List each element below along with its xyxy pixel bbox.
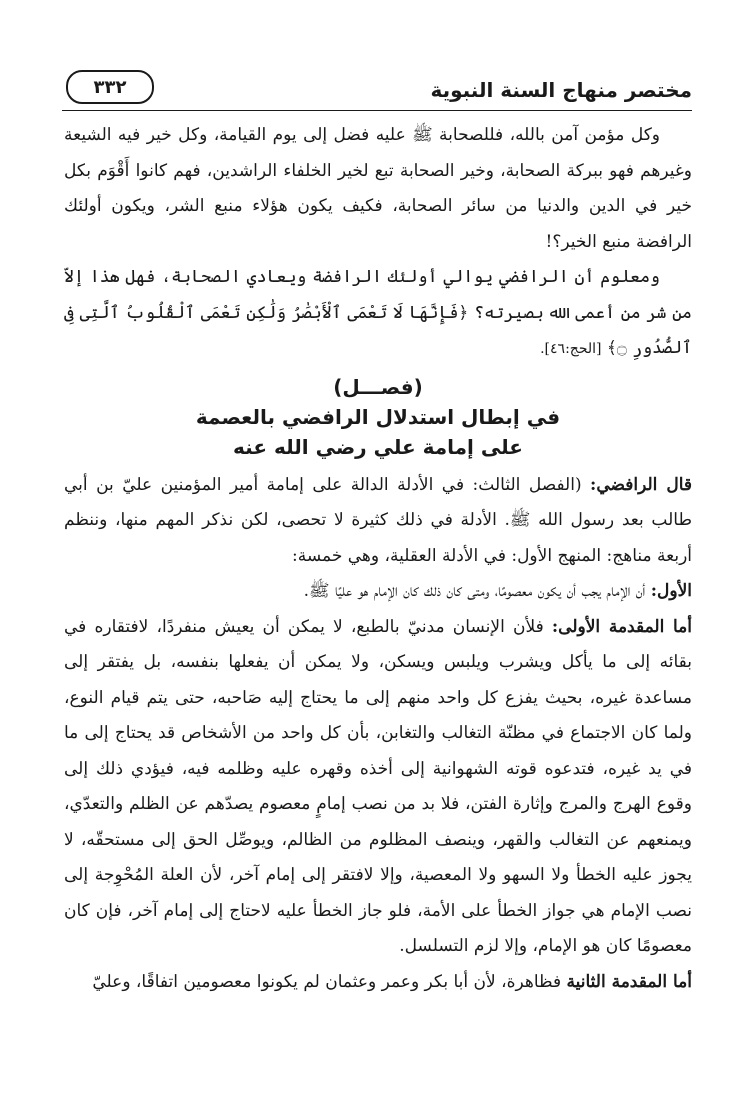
quran-verse: ﴿فَإِنَّهَا لَا تَعْمَى ٱلْأَبْصَٰرُ وَلَٰكِن تَعْمَى ٱلْقُلُوبُ ٱلَّتِى فِى ٱلصُّدُورِ ۝﴾	[64, 302, 692, 358]
paragraph	[64, 965, 692, 1001]
header-divider	[62, 110, 692, 111]
premise-label: أما المقدمة الثانية	[566, 971, 692, 992]
section-subtitle: على إمامة علي رضي الله عنه	[233, 434, 523, 459]
section-title: في إبطال استدلال الرافضي بالعصمة	[195, 404, 561, 429]
section-heading	[64, 372, 692, 462]
page-number: ٣٣٢	[66, 70, 154, 104]
paragraph	[64, 574, 692, 610]
paragraph	[64, 610, 692, 965]
body-text	[64, 118, 692, 1000]
point-label: الأول:	[650, 581, 692, 601]
speaker-label: قال الرافضي:	[590, 474, 692, 495]
paragraph-text: (الفصل الثالث: في الأدلة الدالة على إمامة أمير المؤمنين عليّ بن أبي طالب بعد رسول الله ﷺ. الأدلة في ذلك كثيرة لا تحصى، لكن نذكر المهم منها، وننظم أربعة مناهج: المنهج الأول: في الأدلة العقلية، وهي خمسة:	[64, 474, 692, 566]
paragraph: وكل مؤمن آمن بالله، فللصحابة ﷺ عليه فضل إلى يوم القيامة، وكل خير فيه الشيعة وغيرهم فهو ببركة الصحابة، وخير الصحابة تبع لخير الخلفاء الراشدين، فهم كانوا أَقْوَم بكل خير في الدين والدنيا من سائر الصحابة، فكيف يكون هؤلاء منبع الشر، ويكون أولئك الرافضة منبع الخير؟!	[64, 125, 692, 252]
paragraph-text: فظاهرة، لأن أبا بكر وعمر وعثمان لم يكونوا معصومين اتفاقًا، وعليّ	[92, 971, 567, 992]
section-label: (فصـــل)	[333, 374, 423, 399]
page-header	[62, 68, 692, 114]
paragraph	[64, 468, 692, 575]
paragraph	[64, 260, 692, 368]
premise-label: أما المقدمة الأولى:	[551, 616, 692, 637]
verse-citation: [الحج:٤٦].	[540, 341, 602, 357]
paragraph-text: أن الإمام يجب أن يكون معصومًا، ومتى كان ذلك كان الإمام هو عليًا ﷺ.	[303, 581, 651, 601]
paragraph-text: ومعلوم أن الرافضي يوالي أولئك الرافضة ويعادي الصحابة، فهل هذا إلاّ من شر من أعمى الله بصيرته؟	[64, 267, 693, 323]
book-title: مختصر منهاج السنة النبوية	[430, 78, 692, 102]
paragraph-text: فلأن الإنسان مدنيّ بالطبع، لا يمكن أن يعيش منفردًا، لافتقاره في بقائه إلى ما يأكل ويشرب ويلبس ويسكن، ولا يمكن أن يفعلها بنفسه، بل يفتقر إلى مساعدة غيره، بحيث يفزع كل واحد منهم إلى ما يحتاج إليه صَاحبه، حتى يتم قيام النوع، ولما كان الاجتماع في مظنّة التغالب والتغابن، بأن كل واحد من الأشخاص قد يحتاج إلى ما في يد غيره، فتدعوه قوته الشهوانية إلى أخذه وقهره عليه وظلمه فيه، فيؤدي ذلك إلى وقوع الهرج والمرج وإثارة الفتن، فلا بد من نصب إمامٍ معصوم يصدّهم عن الظلم والتعدّي، ويمنعهم عن التغالب والقهر، وينصف المظلوم من الظالم، ويوصِّل الحق إلى مستحقّه، لا يجوز عليه الخطأ ولا السهو ولا المعصية، وإلا لافتقر إلى إمام آخر، لأن العلة المُحْوِجة إلى نصب الإمام هي جواز الخطأ على الأمة، فلو جاز الخطأ عليه لاحتاج إلى إمام آخر، فإن كان معصومًا كان هو الإمام، وإلا لزم التسلسل.	[64, 616, 692, 956]
